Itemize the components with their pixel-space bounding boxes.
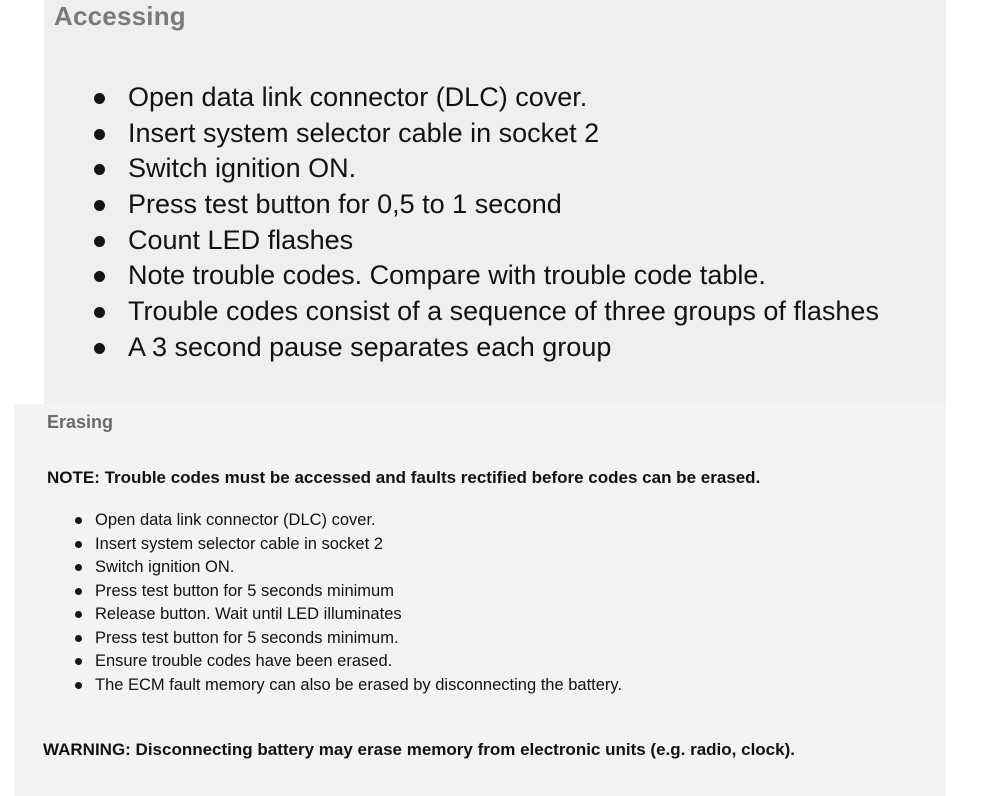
accessing-heading: Accessing: [54, 1, 186, 31]
bullet-icon: [94, 164, 105, 175]
bullet-icon: [75, 517, 82, 524]
list-item: [72, 674, 622, 698]
list-item-text: Trouble codes consist of a sequence of three groups of flashes: [128, 296, 879, 327]
list-item: [72, 580, 622, 604]
list-item-text: Ensure trouble codes have been erased.: [95, 652, 393, 670]
bullet-icon: [75, 635, 82, 642]
list-item-text: Press test button for 0,5 to 1 second: [128, 189, 562, 220]
list-item: [72, 650, 622, 674]
list-item: [72, 627, 622, 651]
list-item: [90, 330, 879, 366]
list-item-text: Switch ignition ON.: [128, 153, 357, 184]
bullet-icon: [75, 658, 82, 665]
list-item-text: Switch ignition ON.: [95, 558, 235, 576]
bullet-icon: [94, 307, 105, 318]
list-item: [72, 603, 622, 627]
bullet-icon: [94, 200, 105, 211]
list-item-text: Open data link connector (DLC) cover.: [128, 82, 588, 112]
list-item: [72, 556, 622, 580]
list-item: [90, 258, 879, 294]
erasing-heading: Erasing: [47, 412, 114, 432]
list-item: [90, 116, 879, 152]
list-item-text: Release button. Wait until LED illuminates: [95, 605, 402, 623]
list-item-text: Count LED flashes: [128, 224, 354, 255]
list-item: [90, 223, 879, 259]
warning-text: WARNING: Disconnecting battery may erase memory from electronic units (e.g. radio, clock).: [43, 740, 795, 759]
list-item-text: Insert system selector cable in socket 2: [128, 117, 600, 148]
list-item: [90, 187, 879, 223]
bullet-icon: [75, 564, 82, 571]
bullet-icon: [94, 93, 105, 104]
list-item-text: Press test button for 5 seconds minimum.: [95, 628, 399, 647]
bullet-icon: [94, 271, 105, 282]
bullet-icon: [75, 611, 82, 618]
bullet-icon: [94, 129, 105, 140]
list-item-text: Press test button for 5 seconds minimum: [95, 581, 394, 600]
bullet-icon: [75, 588, 82, 595]
bullet-icon: [94, 236, 105, 247]
list-item: [90, 294, 879, 330]
list-item-text: Open data link connector (DLC) cover.: [95, 511, 376, 529]
erasing-steps-list: [72, 509, 622, 697]
bullet-icon: [94, 343, 105, 354]
bullet-icon: [75, 541, 82, 548]
list-item: [90, 151, 879, 187]
list-item: [90, 80, 879, 116]
list-item-text: Insert system selector cable in socket 2: [95, 534, 383, 553]
note-text: NOTE: Trouble codes must be accessed and faults rectified before codes can be erased.: [47, 468, 761, 487]
bullet-icon: [75, 682, 82, 689]
list-item-text: The ECM fault memory can also be erased by disconnecting the battery.: [95, 675, 623, 694]
list-item: [72, 533, 622, 557]
accessing-steps-list: [90, 80, 879, 366]
list-item-text: A 3 second pause separates each group: [128, 331, 612, 362]
list-item: [72, 509, 622, 533]
list-item-text: Note trouble codes. Compare with trouble code table.: [128, 260, 766, 291]
